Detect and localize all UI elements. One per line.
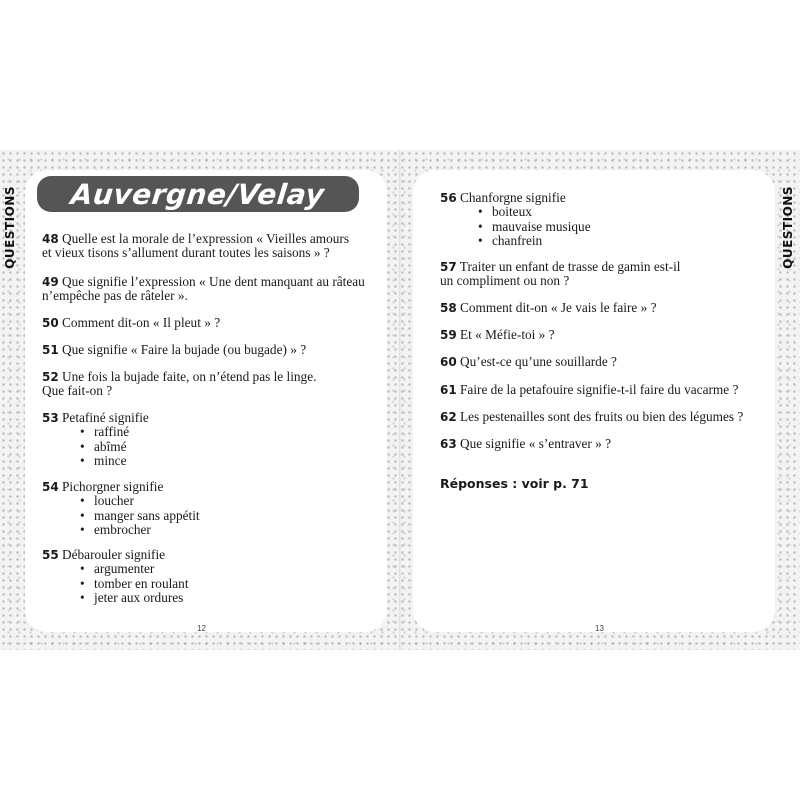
question-51	[42, 343, 382, 357]
question-number: 55	[42, 548, 59, 562]
question-number: 59	[440, 328, 457, 342]
question-text: Que signifie « s’entraver » ?	[460, 436, 612, 451]
question-number: 62	[440, 410, 457, 424]
question-59	[440, 328, 770, 342]
option-item: • raffiné	[80, 425, 382, 439]
option-list	[42, 562, 382, 605]
question-52	[42, 370, 382, 399]
question-text: Comment dit-on « Je vais le faire » ?	[460, 300, 657, 315]
question-48	[42, 232, 382, 261]
question-53	[42, 411, 382, 469]
question-number: 54	[42, 480, 59, 494]
side-label-right: QUESTIONS	[781, 186, 795, 269]
question-58	[440, 301, 770, 315]
question-number: 58	[440, 301, 457, 315]
question-text: Les pestenailles sont des fruits ou bien des légumes ?	[460, 409, 744, 424]
question-55	[42, 548, 382, 606]
option-item: • boiteux	[478, 205, 770, 219]
question-number: 60	[440, 355, 457, 369]
page-number-right: 13	[595, 624, 604, 633]
option-item: • chanfrein	[478, 234, 770, 248]
option-list	[42, 494, 382, 537]
chapter-title: Auvergne/Velay	[69, 177, 327, 211]
option-item: • embrocher	[80, 523, 382, 537]
option-list	[440, 205, 770, 248]
option-item: • mauvaise musique	[478, 220, 770, 234]
question-63	[440, 437, 770, 451]
option-item: • manger sans appétit	[80, 509, 382, 523]
side-label-left: QUESTIONS	[3, 186, 17, 269]
question-number: 57	[440, 260, 457, 274]
option-item: • argumenter	[80, 562, 382, 576]
option-item: • jeter aux ordures	[80, 591, 382, 605]
question-text: Que signifie l’expression « Une dent manquant au râteau n’empêche pas de râteler ».	[42, 274, 365, 304]
question-text: Une fois la bujade faite, on n’étend pas le linge. Que fait-on ?	[42, 369, 317, 399]
answers-reference: Réponses : voir p. 71	[440, 476, 589, 491]
question-text: Que signifie « Faire la bujade (ou bugade) » ?	[62, 342, 307, 357]
question-50	[42, 316, 382, 330]
question-text: Pichorgner signifie	[62, 479, 164, 494]
question-number: 48	[42, 232, 59, 246]
question-text: Chanforgne signifie	[460, 190, 566, 205]
chapter-title-banner	[37, 176, 359, 212]
page-number-left: 12	[197, 624, 206, 633]
option-item: • tomber en roulant	[80, 577, 382, 591]
question-text: Quelle est la morale de l’expression « Vieilles amours et vieux tisons s’allument durant toutes les saisons » ?	[42, 231, 350, 261]
question-number: 52	[42, 370, 59, 384]
question-number: 53	[42, 411, 59, 425]
question-number: 63	[440, 437, 457, 451]
question-number: 56	[440, 191, 457, 205]
question-61	[440, 383, 770, 397]
question-text: Petafiné signifie	[62, 410, 149, 425]
question-62	[440, 410, 770, 424]
question-text: Qu’est-ce qu’une souillarde ?	[460, 354, 617, 369]
question-number: 50	[42, 316, 59, 330]
question-54	[42, 480, 382, 538]
book-gutter	[399, 150, 401, 650]
question-text: Débarouler signifie	[62, 547, 166, 562]
question-57	[440, 260, 770, 289]
question-number: 51	[42, 343, 59, 357]
option-list	[42, 425, 382, 468]
option-item: • abîmé	[80, 440, 382, 454]
question-text: Comment dit-on « Il pleut » ?	[62, 315, 221, 330]
question-number: 61	[440, 383, 457, 397]
question-60	[440, 355, 770, 369]
option-item: • mince	[80, 454, 382, 468]
question-number: 49	[42, 275, 59, 289]
question-56	[440, 191, 770, 249]
question-text: Et « Méfie-toi » ?	[460, 327, 555, 342]
option-item: • loucher	[80, 494, 382, 508]
question-49	[42, 275, 382, 304]
question-text: Faire de la petafouire signifie-t-il faire du vacarme ?	[460, 382, 739, 397]
question-text: Traiter un enfant de trasse de gamin est-il un compliment ou non ?	[440, 259, 681, 289]
